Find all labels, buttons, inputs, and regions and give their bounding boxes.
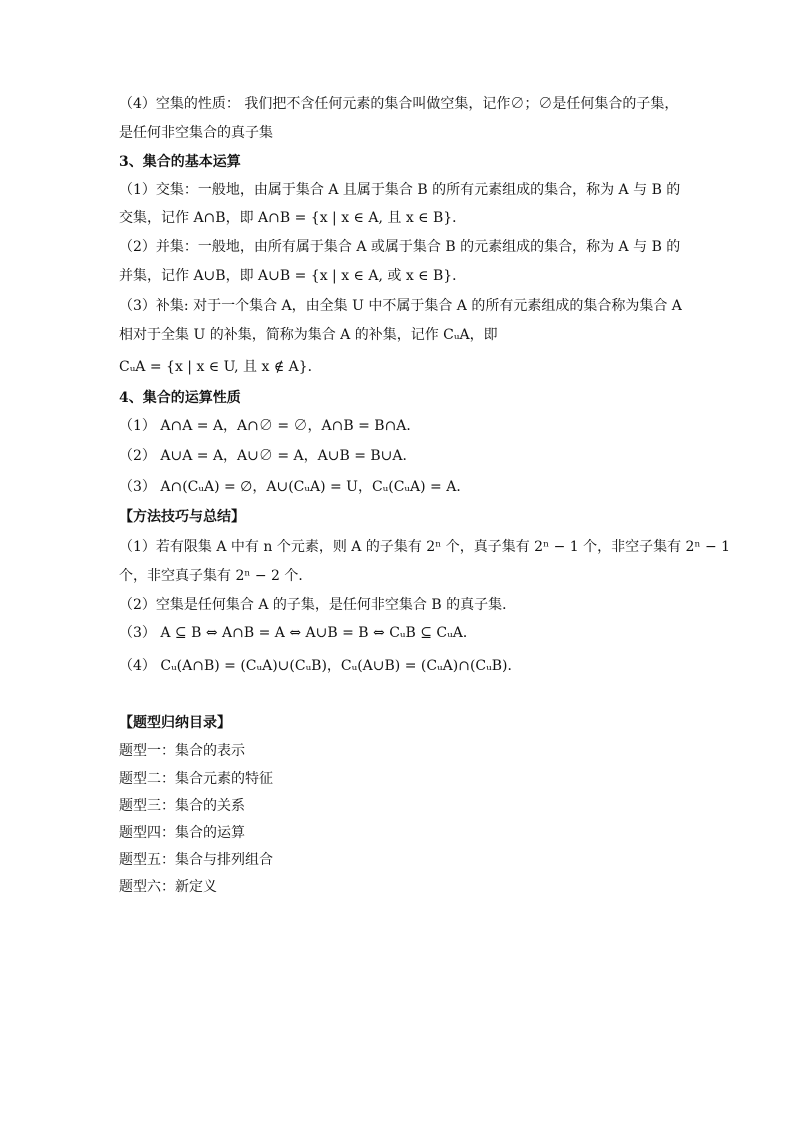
summary-finite-set-line1: （1）若有限集 A 中有 n 个元素，则 A 的子集有 2ⁿ 个，真子集有 2ⁿ − 1 个，非空子集有 2ⁿ − 1 [119,539,731,555]
union-definition-line1: （2）并集：一般地，由所有属于集合 A 或属于集合 B 的元素组成的集合，称为 A 与 B 的 [119,239,681,255]
problem-type-4: 题型四：集合的运算 [119,825,245,841]
problem-type-6: 题型六：新定义 [119,879,217,895]
section-heading-operation-properties: 4、集合的运算性质 [119,390,241,406]
property-intersection: （1） A∩A = A，A∩∅ = ∅，A∩B = B∩A． [119,418,421,434]
complement-formula: CᵤA = {x | x ∈ U, 且 x ∉ A}． [119,359,322,375]
union-definition-line2: 并集，记作 A∪B，即 A∪B = {x | x ∈ A, 或 x ∈ B}． [119,268,467,284]
complement-definition-line2: 相对于全集 U 的补集，简称为集合 A 的补集，记作 CᵤA，即 [119,327,498,343]
empty-set-property-line1: （4）空集的性质： 我们把不含任何元素的集合叫做空集，记作∅；∅是任何集合的子集， [119,96,679,112]
summary-subset-equivalence: （3） A ⊆ B ⇔ A∩B = A ⇔ A∪B = B ⇔ CᵤB ⊆ CᵤA． [119,625,477,641]
empty-set-property-line2: 是任何非空集合的真子集 [119,125,273,141]
summary-empty-set: （2）空集是任何集合 A 的子集，是任何非空集合 B 的真子集． [119,597,517,613]
problem-type-2: 题型二：集合元素的特征 [119,771,273,787]
property-complement: （3） A∩(CᵤA) = ∅，A∪(CᵤA) = U，Cᵤ(CᵤA) = A． [119,479,471,495]
section-heading-methods-summary: 【方法技巧与总结】 [119,509,245,525]
summary-finite-set-line2: 个，非空真子集有 2ⁿ − 2 个． [119,568,313,584]
intersection-definition-line1: （1）交集：一般地，由属于集合 A 且属于集合 B 的所有元素组成的集合，称为 A 与 B 的 [119,182,681,198]
summary-de-morgan: （4） Cᵤ(A∩B) = (CᵤA)∪(CᵤB)，Cᵤ(A∪B) = (CᵤA)∩(CᵤB)． [119,658,522,674]
section-heading-basic-operations: 3、集合的基本运算 [119,154,241,170]
problem-type-1: 题型一：集合的表示 [119,743,245,759]
section-heading-problem-types: 【题型归纳目录】 [119,715,231,731]
property-union: （2） A∪A = A，A∪∅ = A，A∪B = B∪A． [119,448,417,464]
intersection-definition-line2: 交集，记作 A∩B，即 A∩B = {x | x ∈ A, 且 x ∈ B}． [119,210,467,226]
problem-type-3: 题型三：集合的关系 [119,798,245,814]
problem-type-5: 题型五：集合与排列组合 [119,852,273,868]
complement-definition-line1: （3）补集: 对于一个集合 A，由全集 U 中不属于集合 A 的所有元素组成的集合称为集合 A [119,298,682,314]
